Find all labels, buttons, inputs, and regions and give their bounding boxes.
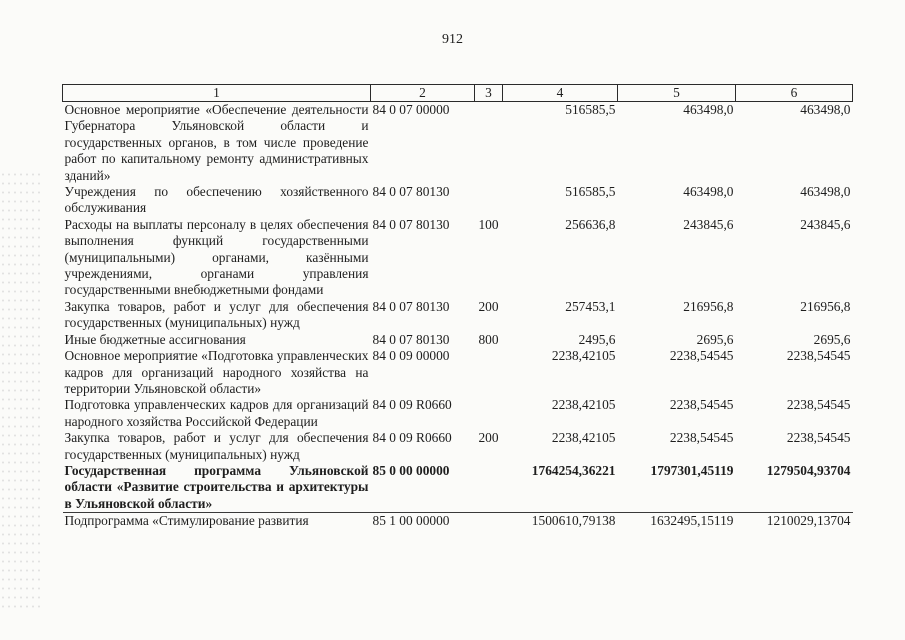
header-col-6: 6: [736, 85, 853, 102]
row-value-col4: 1764254,36221: [531, 462, 616, 478]
row-value-col5: 2695,6: [696, 331, 734, 347]
budget-table: [62, 84, 853, 530]
table-row: [63, 348, 853, 397]
row-expense-type: 800: [478, 331, 499, 347]
row-name: Основное мероприятие «Подготовка управленческих кадров для организаций народного хозяйства на территории Ульяновской области»: [64, 348, 369, 396]
row-expense-type: [475, 463, 503, 513]
row-code: 84 0 07 80130: [372, 298, 450, 314]
row-name: Расходы на выплаты персоналу в целях обеспечения выполнения функций государственными (муниципальными) органами, казёнными учреждениями, органами управления государственными внебюджетными фондами: [64, 216, 369, 298]
row-value-col6: 1210029,13704: [736, 513, 853, 530]
row-name: Учреждения по обеспечению хозяйственного обслуживания: [64, 184, 369, 216]
table-body: [63, 102, 853, 530]
row-code: 85 0 00 00000: [372, 462, 450, 478]
header-col-4: 4: [503, 85, 618, 102]
scan-noise: [0, 170, 40, 610]
row-value-col6: 463498,0: [800, 184, 851, 200]
row-expense-type: [475, 348, 503, 397]
row-value-col6: 2695,6: [813, 331, 851, 347]
table-row: [63, 102, 853, 185]
row-name: Закупка товаров, работ и услуг для обеспечения государственных (муниципальных) нужд: [64, 298, 369, 331]
row-value-col6: 2238,54545: [786, 397, 851, 413]
row-expense-type: 100: [478, 216, 499, 232]
header-col-1: 1: [63, 85, 371, 102]
row-value-col6: 243845,6: [800, 216, 851, 232]
table-header: [63, 85, 853, 102]
row-expense-type: [475, 397, 503, 430]
table-row: [63, 513, 853, 530]
row-name: Иные бюджетные ассигнования: [64, 331, 246, 347]
row-value-col6: 2238,54545: [786, 348, 851, 364]
row-name: Основное мероприятие «Обеспечение деятельности Губернатора Ульяновской области и государственных органов, в том числе проведение работ по капитальному ремонту административных зданий»: [64, 102, 369, 183]
table-row: [63, 463, 853, 513]
row-value-col6: 2238,54545: [786, 430, 851, 446]
table-row: [63, 332, 853, 348]
row-name: Закупка товаров, работ и услуг для обеспечения государственных (муниципальных) нужд: [64, 430, 369, 462]
row-value-col6: 216956,8: [800, 298, 851, 314]
row-code: 84 0 07 80130: [372, 331, 450, 347]
table-row: [63, 184, 853, 217]
row-value-col4: 2238,42105: [551, 348, 616, 364]
page-number: 912: [442, 32, 463, 47]
row-value-col4: 2238,42105: [551, 397, 616, 413]
row-value-col5: 243845,6: [683, 216, 734, 232]
row-name: Подпрограмма «Стимулирование развития: [63, 513, 371, 530]
row-code: 84 0 07 80130: [372, 216, 450, 232]
row-code: 84 0 09 R0660: [372, 430, 452, 446]
row-value-col6: 1279504,93704: [766, 462, 851, 478]
row-value-col4: 2238,42105: [551, 430, 616, 446]
row-value-col5: 2238,54545: [669, 430, 734, 446]
row-name: Подготовка управленческих кадров для организаций народного хозяйства Российской Федерации: [64, 397, 369, 429]
row-code: 85 1 00 00000: [371, 513, 475, 530]
row-value-col5: 216956,8: [683, 298, 734, 314]
row-expense-type: [475, 102, 503, 185]
header-col-3: 3: [475, 85, 503, 102]
row-value-col4: 257453,1: [565, 298, 616, 314]
row-value-col4: 516585,5: [565, 102, 616, 117]
row-value-col4: 256636,8: [565, 216, 616, 232]
header-col-2: 2: [371, 85, 475, 102]
row-code: 84 0 09 00000: [372, 348, 450, 364]
row-value-col5: 1797301,45119: [650, 462, 734, 478]
row-expense-type: 200: [478, 430, 499, 446]
row-value-col5: 2238,54545: [669, 397, 734, 413]
header-row: [63, 85, 853, 102]
table-row: [63, 397, 853, 430]
table-row: [63, 430, 853, 463]
header-col-5: 5: [618, 85, 736, 102]
row-value-col4: 516585,5: [565, 184, 616, 200]
row-value-col6: 463498,0: [800, 102, 851, 117]
row-expense-type: [475, 513, 503, 530]
row-value-col5: 463498,0: [683, 184, 734, 200]
row-expense-type: 200: [478, 298, 499, 314]
row-value-col5: 1632495,15119: [618, 513, 736, 530]
row-code: 84 0 09 R0660: [372, 397, 452, 413]
row-name: Государственная программа Ульяновской области «Развитие строительства и архитектуры в Ульяновской области»: [64, 462, 369, 511]
row-code: 84 0 07 80130: [372, 184, 450, 200]
table-row: [63, 299, 853, 332]
row-value-col5: 463498,0: [683, 102, 734, 117]
row-expense-type: [475, 184, 503, 217]
table-row: [63, 217, 853, 299]
row-value-col4: 2495,6: [578, 331, 616, 347]
row-value-col5: 2238,54545: [669, 348, 734, 364]
row-code: 84 0 07 00000: [372, 102, 450, 117]
row-value-col4: 1500610,79138: [503, 513, 618, 530]
